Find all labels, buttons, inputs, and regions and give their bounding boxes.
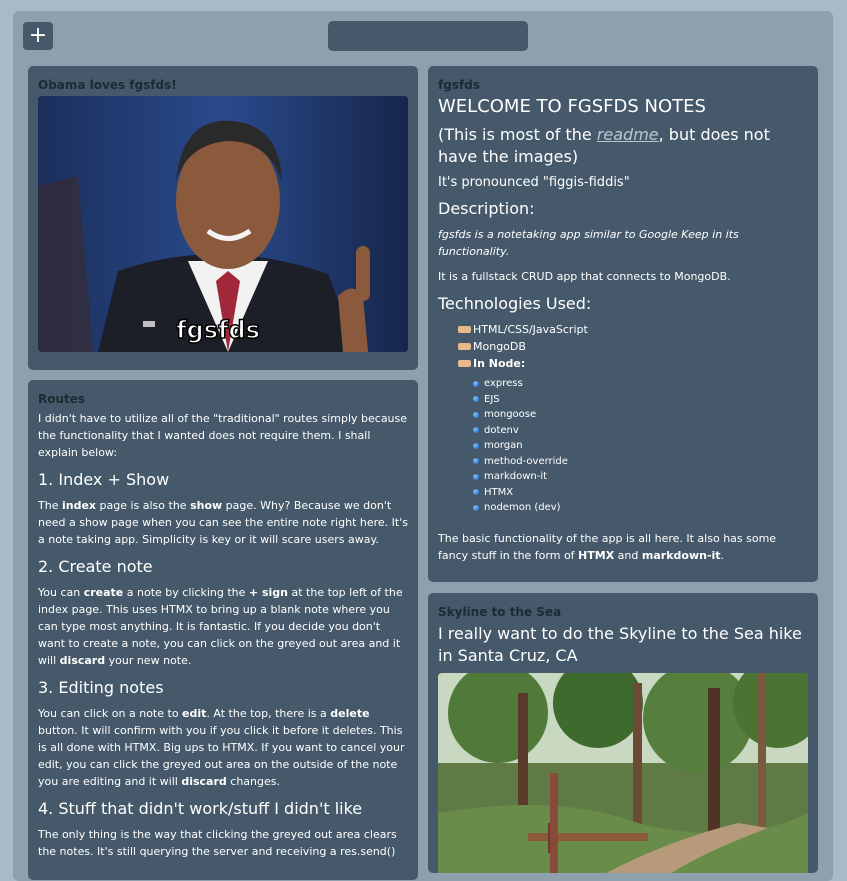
readme-subheading: (This is most of the readme, but does not have the images) (438, 125, 770, 166)
description-heading: Description: (438, 199, 535, 218)
bullet-icon (473, 396, 479, 402)
pronounced-text: It's pronounced "figgis-fiddis" (438, 175, 630, 190)
bullet-icon (473, 381, 479, 387)
description-text: It is a fullstack CRUD app that connects to MongoDB. (438, 270, 731, 283)
list-item: nodemon (dev) (473, 500, 808, 516)
bullet-icon (473, 443, 479, 449)
list-item: HTML/CSS/JavaScript (458, 321, 808, 338)
obama-image (38, 96, 408, 352)
list-item: MongoDB (458, 338, 808, 355)
node-package-list (473, 376, 808, 516)
note-title: Obama loves fgsfds! (38, 78, 177, 92)
note-card-obama[interactable] (28, 66, 418, 370)
note-card-skyline[interactable] (428, 593, 818, 873)
list-item: EJS (473, 392, 808, 408)
description-italic: fgsfds is a notetaking app similar to Google Keep in its functionality. (438, 228, 739, 258)
list-item: express (473, 376, 808, 392)
search-input[interactable] (328, 21, 528, 51)
add-note-button[interactable]: + (23, 22, 53, 50)
section-heading: 2. Create note (38, 557, 153, 576)
bullet-icon (473, 412, 479, 418)
tag-icon (458, 343, 471, 350)
section-text: The index page is also the show page. Why? Because we don't need a show page when you can see the entire note right here. It's a note taking app. Simplicity is key or it will scare users away. (38, 499, 408, 546)
bullet-icon (473, 505, 479, 511)
list-item: morgan (473, 438, 808, 454)
section-heading: 3. Editing notes (38, 678, 164, 697)
readme-link[interactable]: readme (596, 125, 659, 144)
list-item: dotenv (473, 423, 808, 439)
note-title: fgsfds (438, 78, 480, 92)
bullet-icon (473, 458, 479, 464)
list-item: markdown-it (473, 469, 808, 485)
section-text: The only thing is the way that clicking the greyed out area clears the notes. It's still querying the server and receiving a res.send() (38, 828, 397, 858)
section-heading: 4. Stuff that didn't work/stuff I didn't like (38, 799, 363, 818)
list-item: mongoose (473, 407, 808, 423)
note-title: Skyline to the Sea (438, 605, 562, 619)
list-item: method-override (473, 454, 808, 470)
note-card-routes[interactable] (28, 380, 418, 880)
list-item: HTMX (473, 485, 808, 501)
tag-icon (458, 360, 471, 367)
section-text: You can create a note by clicking the + sign at the top left of the index page. This uses HTMX to bring up a blank note where you can type most anything. It is fantastic. If you decide you don't want to create a note, you can click on the greyed out area and it will discard your new note. (38, 586, 403, 667)
skyline-heading: I really want to do the Skyline to the Sea hike in Santa Cruz, CA (438, 624, 802, 665)
routes-intro: I didn't have to utilize all of the "traditional" routes simply because the functionality that I wanted does not require them. I shall explain below: (38, 412, 408, 459)
image-caption: fgsfds (176, 316, 260, 344)
section-text: You can click on a note to edit. At the top, there is a delete button. It will confirm with you if you click it before it deletes. This is all done with HTMX. Big ups to HTMX. If you want to cancel your edit, you can click the greyed out area on the outside of the note you are editing and it will discard changes. (38, 707, 405, 788)
note-title: Routes (38, 392, 86, 406)
note-card-readme[interactable] (428, 66, 818, 582)
tech-heading: Technologies Used: (438, 294, 592, 313)
tech-list (458, 321, 808, 372)
tag-icon (458, 326, 471, 333)
bullet-icon (473, 474, 479, 480)
readme-footer: The basic functionality of the app is all here. It also has some fancy stuff in the form of HTMX and markdown-it. (438, 531, 777, 562)
forest-image (438, 673, 808, 873)
readme-heading: WELCOME TO FGSFDS NOTES (438, 96, 706, 117)
section-heading: 1. Index + Show (38, 470, 170, 489)
bullet-icon (473, 427, 479, 433)
bullet-icon (473, 489, 479, 495)
list-item: In Node: (458, 355, 808, 372)
